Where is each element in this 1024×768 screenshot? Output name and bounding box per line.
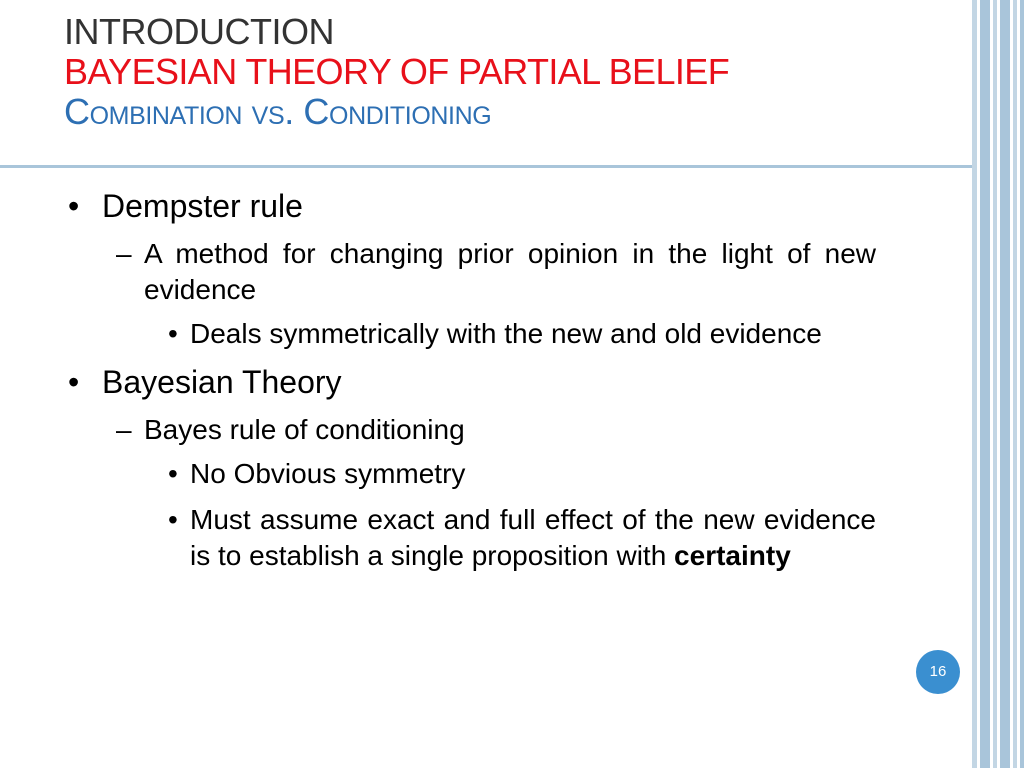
title-divider — [0, 165, 972, 168]
sub-bullet-method-for-changing — [64, 236, 876, 308]
bullet-dempster-rule — [64, 186, 876, 226]
side-stripe — [980, 0, 990, 768]
sub-sub-bullet-no-obvious-symmetry — [64, 456, 876, 492]
sub-bullet-bayes-rule — [64, 412, 876, 448]
sub-bullet-text: Bayes rule of conditioning — [144, 414, 465, 445]
page-number-badge: 16 — [916, 650, 960, 694]
sub-sub-bullet-text: No Obvious symmetry — [190, 458, 466, 489]
decorative-side-stripes — [972, 0, 1024, 768]
sub-sub-bullet-text: Deals symmetrically with the new and old evidence — [190, 318, 822, 349]
slide-content — [64, 186, 876, 584]
side-stripe — [1020, 0, 1024, 768]
title-line-bayesian-theory: BAYESIAN THEORY OF PARTIAL BELIEF — [64, 51, 730, 92]
sub-sub-bullet-must-assume — [64, 502, 876, 574]
side-stripe — [993, 0, 997, 768]
title-line-combination-vs-conditioning: Combination vs. Conditioning — [64, 91, 492, 132]
sub-sub-bullet-text: Must assume exact and full effect of the new evidence is to establish a single proposition with — [190, 504, 876, 571]
bullet-mark: • — [68, 188, 80, 224]
title-line-introduction: INTRODUCTION — [64, 11, 334, 52]
side-stripe — [972, 0, 977, 768]
bullet-bayesian-theory — [64, 362, 876, 402]
dash-mark: – — [116, 414, 132, 445]
sub-bullet-text: A method for changing prior opinion in the light of new evidence — [144, 238, 876, 305]
emphasis-certainty: certainty — [674, 540, 791, 571]
sub-sub-bullet-deals-symmetrically — [64, 316, 876, 352]
bullet-text: Dempster rule — [102, 188, 303, 224]
side-stripe — [1000, 0, 1010, 768]
bullet-mark: • — [68, 364, 80, 400]
dash-mark: – — [116, 238, 132, 269]
bullet-mark: • — [168, 458, 178, 489]
bullet-mark: • — [168, 318, 178, 349]
side-stripe — [1013, 0, 1017, 768]
bullet-text: Bayesian Theory — [102, 364, 342, 400]
bullet-mark: • — [168, 504, 178, 535]
slide-title — [64, 12, 944, 132]
